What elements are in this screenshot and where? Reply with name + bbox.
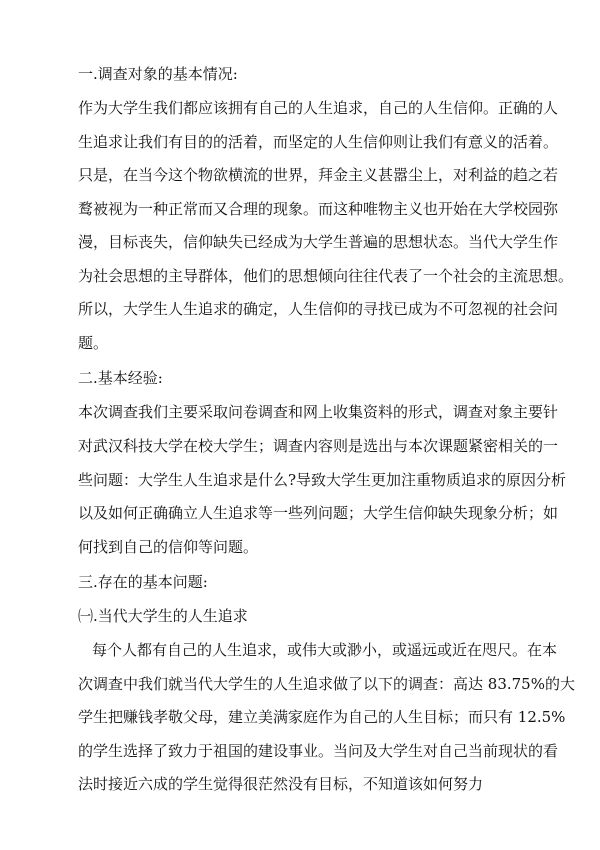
paragraph-line: 鹜被视为一种正常而又合理的现象。而这种唯物主义也开始在大学校园弥 (78, 200, 559, 218)
paragraph-line: 作为大学生我们都应该拥有自己的人生追求，自己的人生信仰。正确的人 (78, 99, 559, 117)
section-heading: 二.基本经验: (78, 369, 163, 387)
paragraph-line: 为社会思想的主导群体，他们的思想倾向往往代表了一个社会的主流思想。 (78, 267, 574, 285)
paragraph-line: 每个人都有自己的人生追求，或伟大或渺小，或遥远或近在咫尺。在本 (92, 641, 558, 659)
paragraph-line: 的学生选择了致力于祖国的建设事业。当问及大学生对自己当前现状的看 (78, 742, 559, 760)
subsection-heading: ㈠.当代大学生的人生追求 (78, 607, 248, 625)
paragraph-line: 何找到自己的信仰等问题。 (78, 538, 259, 556)
paragraph-line: 法时接近六成的学生觉得很茫然没有目标，不知道该如何努力 (78, 775, 484, 793)
paragraph-line: 次调查中我们就当代大学生的人生追求做了以下的调查：高达 83.75%的大 (78, 675, 575, 693)
paragraph-line: 对武汉科技大学在校大学生；调查内容则是选出与本次课题紧密相关的一 (78, 437, 559, 455)
paragraph-line: 题。 (78, 334, 109, 352)
paragraph-line: 本次调查我们主要采取问卷调查和网上收集资料的形式，调查对象主要针 (78, 403, 559, 421)
paragraph-line: 以及如何正确确立人生追求等一些列问题；大学生信仰缺失现象分析；如 (78, 504, 559, 522)
section-heading: 一.调查对象的基本情况: (78, 65, 238, 83)
paragraph-line: 学生把赚钱孝敬父母，建立美满家庭作为自己的人生目标；而只有 12.5% (78, 708, 566, 726)
paragraph-line: 漫，目标丧失，信仰缺失已经成为大学生普遍的思想状态。当代大学生作 (78, 233, 559, 251)
paragraph-line: 些问题：大学生人生追求是什么?导致大学生更加注重物质追求的原因分析 (78, 471, 567, 489)
paragraph-line: 所以，大学生人生追求的确定，人生信仰的寻找已成为不可忽视的社会问 (78, 300, 559, 318)
paragraph-line: 只是，在当今这个物欲横流的世界，拜金主义甚嚣尘上，对利益的趋之若 (78, 166, 559, 184)
paragraph-line: 生追求让我们有目的的活着，而坚定的人生信仰则让我们有意义的活着。 (78, 133, 559, 151)
section-heading: 三.存在的基本问题: (78, 573, 208, 591)
